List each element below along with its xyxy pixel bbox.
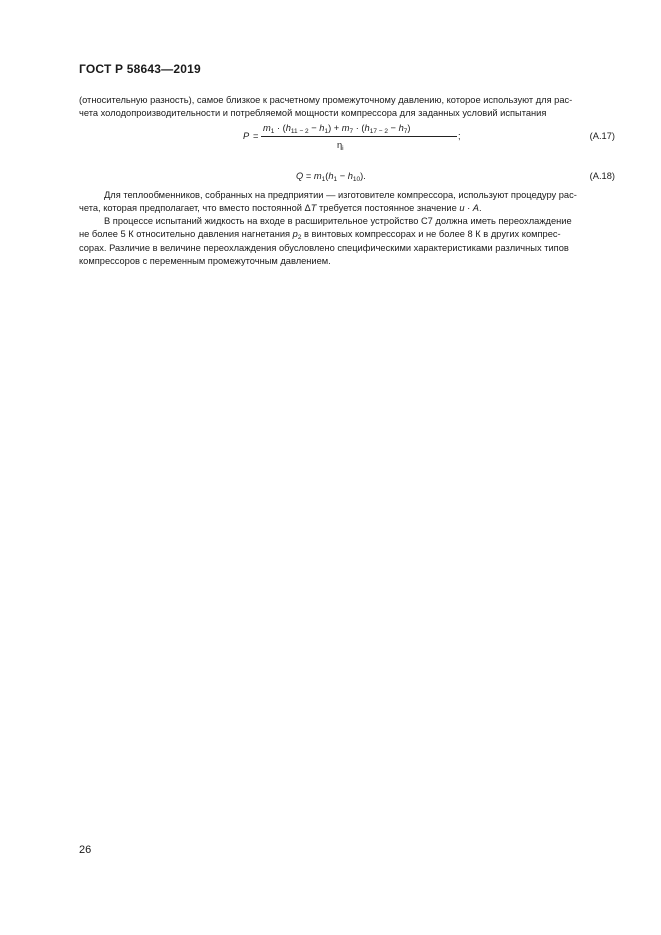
formula-a18 xyxy=(296,171,615,185)
formula-semicolon: ; xyxy=(458,131,461,141)
paragraph-line: не более 5 К относительно давления нагнетания $p_2$ в винтовых компрессорах и не более 8 К в других компрес- xyxy=(79,229,561,242)
formula-a17 xyxy=(243,123,615,153)
paragraph-line: Для теплообменников, собранных на предприятии — изготовителе компрессора, используют процедуру рас- xyxy=(104,190,577,200)
paragraph-line: чета холодопроизводительности и потребляемой мощности компрессора для заданных условий испытания xyxy=(79,108,547,119)
formula-denominator: $\eta_i$ xyxy=(337,140,344,152)
formula-number: (А.17) xyxy=(589,131,615,141)
paragraph-subcooling xyxy=(79,215,615,268)
paragraph-line: (относительную разность), самое близкое к расчетному промежуточному давлению, которое используют для рас- xyxy=(79,95,573,105)
standard-header: ГОСТ Р 58643—2019 xyxy=(79,62,201,76)
paragraph-line: В процессе испытаний жидкость на входе в расширительное устройство С7 должна иметь переохлаждение xyxy=(104,216,572,226)
formula-lhs: P xyxy=(243,131,250,141)
paragraph-line: сорах. Различие в величине переохлаждения обусловлено специфическими характеристиками различных типов xyxy=(79,242,569,253)
paragraph-line: компрессоров с переменным промежуточным давлением. xyxy=(79,255,331,266)
paragraph-line: чета, которая предполагает, что вместо постоянной ΔT требуется постоянное значение u · A. xyxy=(79,203,482,214)
formula-equals: = xyxy=(253,131,259,141)
formula-numerator: $m_1 \cdot (h_{11 - 2} - h_1) + m_7 \cdot (h_{17 - 2} - h_7)$ xyxy=(263,123,411,135)
page-number: 26 xyxy=(79,844,92,856)
paragraph-heat-exchangers xyxy=(79,189,615,216)
formula-expression: $Q = m_1(h_1 - h_{10})$. xyxy=(296,171,366,183)
formula-number: (А.18) xyxy=(589,171,615,181)
paragraph-intro xyxy=(79,94,615,121)
fraction-bar xyxy=(261,136,457,137)
